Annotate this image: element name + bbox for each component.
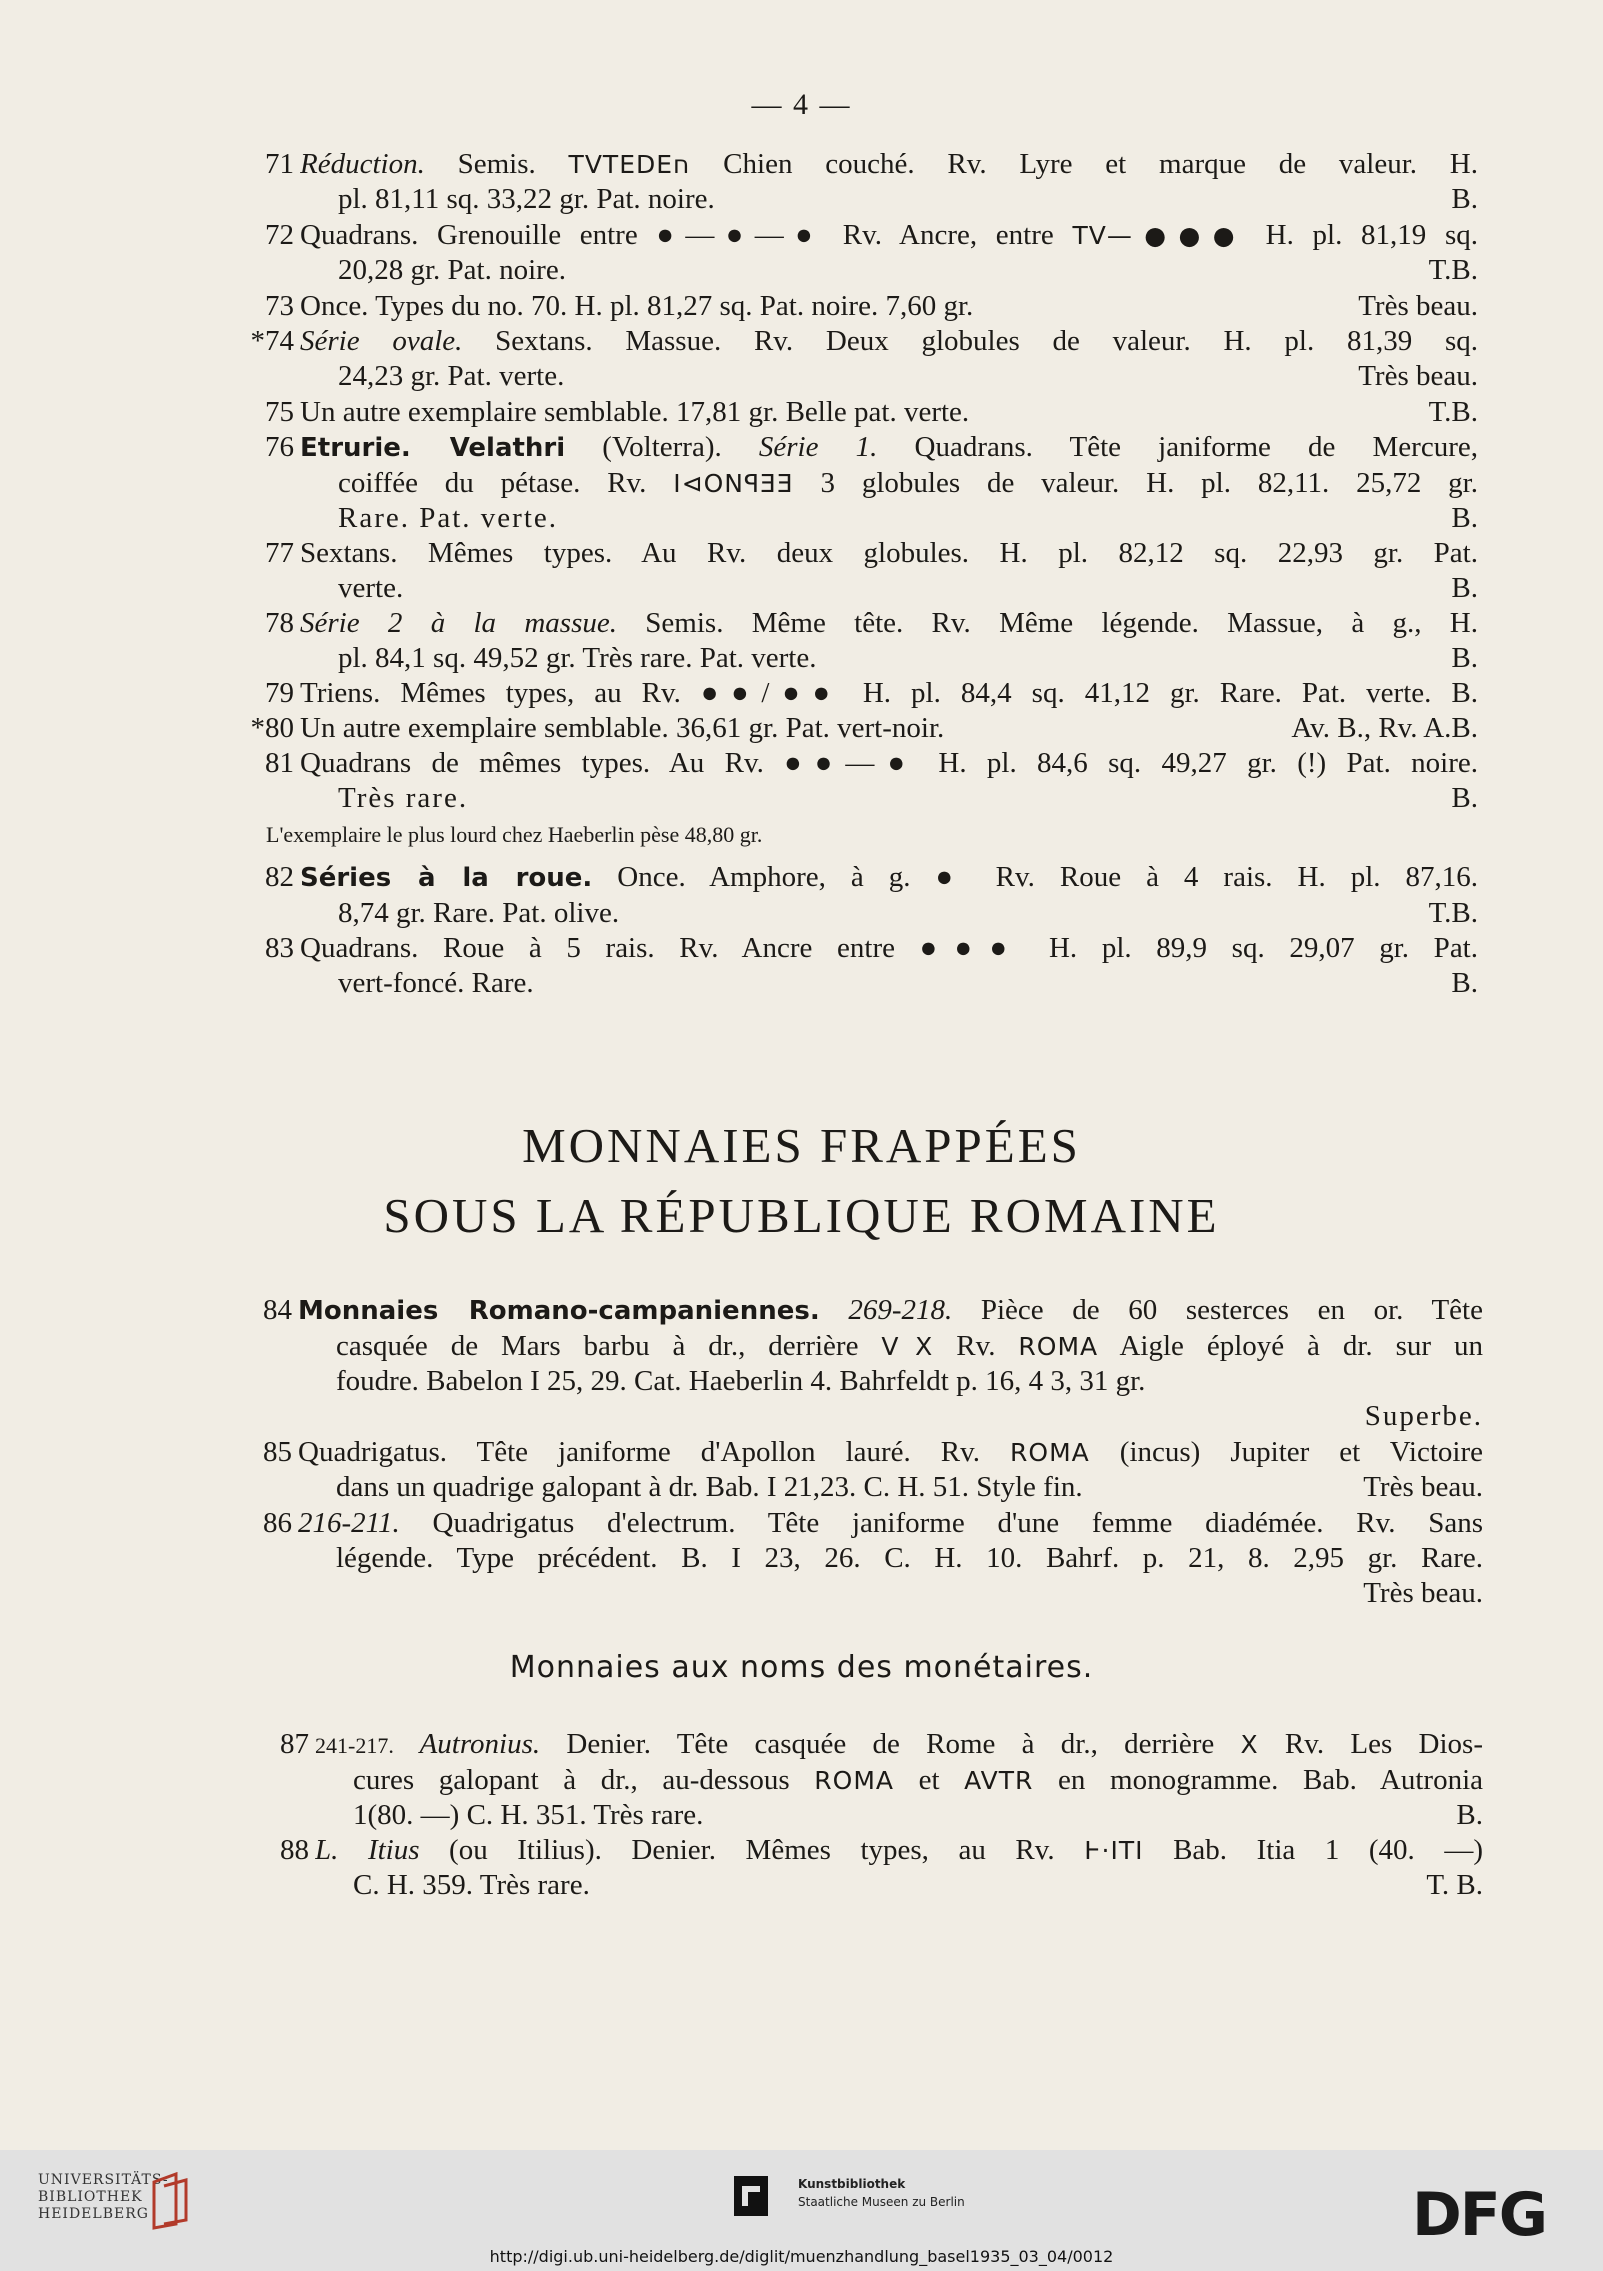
catalog-entries-etruria bbox=[250, 147, 1478, 1001]
entry-line: pl. 84,1 sq. 49,52 gr. Très rare. Pat. verte. B. bbox=[338, 642, 1478, 674]
entry-number: 76 bbox=[265, 431, 294, 463]
grade: Superbe. bbox=[1364, 1400, 1483, 1432]
catalog-entry-79 bbox=[265, 676, 1478, 711]
grade: Av. B., Rv. A.B. bbox=[1291, 712, 1478, 744]
entry-line: 8,74 gr. Rare. Pat. olive. T.B. bbox=[338, 897, 1478, 929]
catalog-entry-74 bbox=[250, 324, 1478, 394]
entry-number: 77 bbox=[265, 537, 294, 569]
grade: Très beau. bbox=[1358, 290, 1478, 322]
entry-line: Triens. Mêmes types, au Rv. ●●/●● H. pl. 84,4 sq. 41,12 gr. Rare. Pat. verte. B. bbox=[300, 677, 1478, 709]
entry-line: pl. 81,11 sq. 33,22 gr. Pat. noire. B. bbox=[338, 183, 1478, 215]
grade: T. B. bbox=[1426, 1869, 1483, 1901]
grade: B. bbox=[1451, 967, 1478, 999]
source-url[interactable]: http://digi.ub.uni-heidelberg.de/diglit/muenzhandlung_basel1935_03_04/0012 bbox=[489, 2247, 1114, 2266]
grade: B. bbox=[1451, 183, 1478, 215]
entry-line: Quadrans de mêmes types. Au Rv. ●●—● H. pl. 84,6 sq. 49,27 gr. (!) Pat. noire. bbox=[300, 747, 1478, 779]
entry-line: Quadrans. Roue à 5 rais. Rv. Ancre entre ●●● H. pl. 89,9 sq. 29,07 gr. Pat. bbox=[300, 932, 1478, 964]
entry-line: Sextans. Mêmes types. Au Rv. deux globules. H. pl. 82,12 sq. 22,93 gr. Pat. bbox=[300, 537, 1478, 569]
entry-number: 79 bbox=[265, 677, 294, 709]
entry-line: Séries à la roue. Once. Amphore, à g. ● Rv. Roue à 4 rais. H. pl. 87,16. bbox=[300, 861, 1478, 893]
entry-number: 85 bbox=[263, 1436, 292, 1468]
catalog-entry-72 bbox=[265, 218, 1478, 288]
dfg-logo: DFG bbox=[1412, 2180, 1547, 2250]
catalog-entry-73 bbox=[265, 289, 1478, 324]
university-library-name: UNIVERSITÄTS- BIBLIOTHEK HEIDELBERG bbox=[38, 2172, 169, 2222]
entry-line: Un autre exemplaire semblable. 36,61 gr. Pat. vert-noir. Av. B., Rv. A.B. bbox=[300, 712, 1478, 744]
entry-line: légende. Type précédent. B. I 23, 26. C. H. 10. Bahrf. p. 21, 8. 2,95 gr. Rare. bbox=[336, 1542, 1483, 1574]
catalog-entry-85 bbox=[263, 1435, 1483, 1505]
catalog-entry-87 bbox=[280, 1727, 1483, 1833]
entry-number: 75 bbox=[265, 396, 294, 428]
entry-line: Un autre exemplaire semblable. 17,81 gr. Belle pat. verte. T.B. bbox=[300, 396, 1478, 428]
entry-number: 87 bbox=[280, 1728, 309, 1760]
grade: Très beau. bbox=[1363, 1471, 1483, 1503]
grade: B. bbox=[1451, 782, 1478, 814]
catalog-entry-76 bbox=[265, 430, 1478, 536]
footnote: L'exemplaire le plus lourd chez Haeberlin pèse 48,80 gr. bbox=[266, 822, 763, 847]
catalog-entry-84 bbox=[263, 1293, 1483, 1434]
catalog-entry-83 bbox=[265, 931, 1478, 1001]
entry-line: verte. B. bbox=[338, 572, 1478, 604]
entry-line: vert-foncé. Rare. B. bbox=[338, 967, 1478, 999]
entry-line: 20,28 gr. Pat. noire. T.B. bbox=[338, 254, 1478, 286]
university-library-logo-icon bbox=[146, 2172, 196, 2230]
catalog-entry-78 bbox=[265, 606, 1478, 676]
entry-line: Rare. Pat. verte. B. bbox=[338, 502, 1478, 534]
entry-number: 72 bbox=[265, 219, 294, 251]
catalog-entry-88 bbox=[280, 1833, 1483, 1903]
grade: Très beau. bbox=[1363, 1577, 1483, 1609]
subheading: Monnaies aux noms des monétaires. bbox=[509, 1650, 1094, 1685]
grade: B. bbox=[1451, 642, 1478, 674]
entry-line: Quadrigatus. Tête janiforme d'Apollon lauré. Rv. ROMA (incus) Jupiter et Victoire bbox=[298, 1436, 1483, 1468]
entry-line: casquée de Mars barbu à dr., derrière ⅤX Rv. ROMA Aigle éployé à dr. sur un bbox=[336, 1330, 1483, 1362]
entry-number: 71 bbox=[265, 148, 294, 180]
entry-line: Monnaies Romano-campaniennes. 269-218. Pièce de 60 sesterces en or. Tête bbox=[298, 1294, 1483, 1326]
grade: T.B. bbox=[1428, 897, 1478, 929]
catalog-entries-moneyers bbox=[280, 1727, 1483, 1903]
catalog-entry-71 bbox=[265, 147, 1478, 217]
grade: B. bbox=[1456, 1799, 1483, 1831]
grade: B. bbox=[1451, 502, 1478, 534]
grade: T.B. bbox=[1428, 396, 1478, 428]
entry-number: 81 bbox=[265, 747, 294, 779]
entry-line: 241-217. Autronius. Denier. Tête casquée de Rome à dr., derrière X Rv. Les Dios- bbox=[315, 1728, 1483, 1760]
kunstbibliothek-name: Kunstbibliothek Staatliche Museen zu Berlin bbox=[798, 2177, 965, 2209]
catalog-entry-75 bbox=[265, 395, 1478, 430]
entry-number: *74 bbox=[250, 325, 294, 357]
page-number: — 4 — bbox=[751, 88, 852, 121]
entry-number: 86 bbox=[263, 1507, 292, 1539]
footer-bar bbox=[0, 2150, 1603, 2271]
entry-number: 82 bbox=[265, 861, 294, 893]
entry-line: Etrurie. Velathri (Volterra). Série 1. Quadrans. Tête janiforme de Mercure, bbox=[300, 431, 1478, 463]
entry-number: 83 bbox=[265, 932, 294, 964]
entry-line: Série 2 à la massue. Semis. Même tête. Rv. Même légende. Massue, à g., H. bbox=[300, 607, 1478, 639]
catalog-entries-republic bbox=[263, 1293, 1483, 1611]
entry-line: Très rare. B. bbox=[338, 782, 1478, 814]
entry-line: C. H. 359. Très rare. T. B. bbox=[353, 1869, 1483, 1901]
entry-number: 84 bbox=[263, 1294, 292, 1326]
entry-line: L. Itius (ou Itilius). Denier. Mêmes types, au Rv. Ⱶ·ITI Bab. Itia 1 (40. —) bbox=[315, 1834, 1483, 1866]
entry-number: 88 bbox=[280, 1834, 309, 1866]
entry-line: foudre. Babelon I 25, 29. Cat. Haeberlin 4. Bahrfeldt p. 16, 4 3, 31 gr. bbox=[336, 1365, 1146, 1397]
entry-line: Série ovale. Sextans. Massue. Rv. Deux globules de valeur. H. pl. 81,39 sq. bbox=[300, 325, 1478, 357]
entry-line: 216-211. Quadrigatus d'electrum. Tête janiforme d'une femme diadémée. Rv. Sans bbox=[298, 1507, 1483, 1539]
entry-line: Once. Types du no. 70. H. pl. 81,27 sq. Pat. noire. 7,60 gr. Très beau. bbox=[300, 290, 1478, 322]
entry-line: coiffée du pétase. Rv. I⊲ONꟼƎƎ 3 globules de valeur. H. pl. 82,11. 25,72 gr. bbox=[338, 467, 1478, 499]
section-heading-line2: SOUS LA RÉPUBLIQUE ROMAINE bbox=[383, 1188, 1220, 1243]
grade: B. bbox=[1451, 572, 1478, 604]
kunstbibliothek-logo-icon bbox=[734, 2176, 768, 2216]
entry-line: 1(80. —) C. H. 351. Très rare. B. bbox=[353, 1799, 1483, 1831]
entry-number: 73 bbox=[265, 290, 294, 322]
entry-number: 78 bbox=[265, 607, 294, 639]
entry-line: Quadrans. Grenouille entre ●—●—● Rv. Ancre, entre TV—●●● H. pl. 81,19 sq. bbox=[300, 219, 1478, 251]
entry-line: dans un quadrige galopant à dr. Bab. I 21,23. C. H. 51. Style fin. Très beau. bbox=[336, 1471, 1483, 1503]
grade: T.B. bbox=[1428, 254, 1478, 286]
entry-line: Réduction. Semis. TVTEDEח Chien couché. Rv. Lyre et marque de valeur. H. bbox=[300, 148, 1478, 180]
catalog-entry-86 bbox=[263, 1506, 1483, 1611]
entry-line: 24,23 gr. Pat. verte. Très beau. bbox=[338, 360, 1478, 392]
catalog-entry-81 bbox=[265, 746, 1478, 816]
catalog-entry-80 bbox=[250, 711, 1478, 746]
grade: Très beau. bbox=[1358, 360, 1478, 392]
catalog-entry-77 bbox=[265, 536, 1478, 606]
entry-line: cures galopant à dr., au-dessous ROMA et AVTR en monogramme. Bab. Autronia bbox=[353, 1764, 1483, 1796]
section-heading-line1: MONNAIES FRAPPÉES bbox=[522, 1118, 1081, 1173]
catalog-entry-82 bbox=[265, 860, 1478, 931]
entry-number: *80 bbox=[250, 712, 294, 744]
